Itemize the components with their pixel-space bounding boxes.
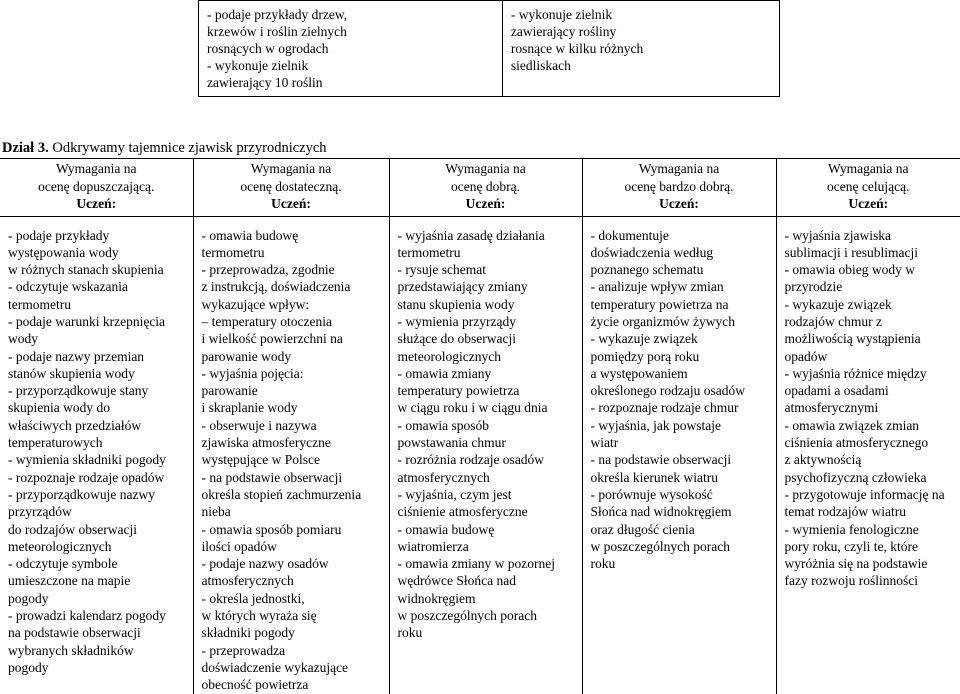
column-header <box>193 159 389 217</box>
header-line: Wymagania na <box>390 160 582 178</box>
requirement-line: - wymienia składniki pogody <box>8 451 193 468</box>
requirement-line: - wyjaśnia, czym jest <box>398 486 582 503</box>
requirement-line: - wyjaśnia różnice między <box>785 365 960 382</box>
requirement-line: w poszczególnych porach <box>591 538 776 555</box>
header-line: Uczeń: <box>583 195 776 213</box>
requirement-line: - omawia zmiany w pozornej <box>398 555 582 572</box>
requirement-line: parowanie <box>202 382 389 399</box>
requirement-line: - omawia obieg wody w <box>785 261 960 278</box>
requirement-line: fazy rozwoju roślinności <box>785 572 960 589</box>
requirement-line: - rozpoznaje rodzaje opadów <box>8 469 193 486</box>
requirement-line: - omawia budowę <box>398 521 582 538</box>
requirement-line: wędrówce Słońca nad <box>398 572 582 589</box>
requirement-line: - wyjaśnia zasadę działania <box>398 227 582 244</box>
requirement-line: temperatury powietrza na <box>591 296 776 313</box>
requirement-line: - wykonuje zielnik <box>207 57 494 74</box>
requirement-line: - wykazuje związek <box>591 330 776 347</box>
requirement-line: wiatromierza <box>398 538 582 555</box>
requirement-line: - przeprowadza, zgodnie <box>202 261 389 278</box>
requirement-line: - na podstawie obserwacji <box>591 451 776 468</box>
column-header <box>389 159 582 217</box>
section-number: Dział 3. <box>2 140 49 156</box>
table-row <box>0 216 960 694</box>
requirement-line: rodzajów chmur z <box>785 313 960 330</box>
header-line: Uczeń: <box>194 195 389 213</box>
requirement-line: – temperatury otoczenia <box>202 313 389 330</box>
requirement-line: - omawia budowę <box>202 227 389 244</box>
header-line: ocenę dostateczną. <box>194 178 389 196</box>
requirements-cell <box>193 216 389 694</box>
requirement-line: termometru <box>398 244 582 261</box>
requirements-cell <box>502 1 779 97</box>
requirement-line: określa stopień zachmurzenia <box>202 486 389 503</box>
section-heading <box>2 140 327 157</box>
requirement-line: skupienia wody do <box>8 399 193 416</box>
requirement-line: do rodzajów obserwacji <box>8 521 193 538</box>
requirement-line: temperatury powietrza <box>398 382 582 399</box>
requirement-line: na podstawie obserwacji <box>8 624 193 641</box>
requirement-line: stanu skupienia wody <box>398 296 582 313</box>
requirement-line: stanów skupienia wody <box>8 365 193 382</box>
requirement-line: zjawiska atmosferyczne <box>202 434 389 451</box>
requirement-line: wykazujące wpływ: <box>202 296 389 313</box>
requirement-line: opadami a osadami <box>785 382 960 399</box>
requirement-line: - podaje nazwy przemian <box>8 348 193 365</box>
header-line: ocenę celującą. <box>777 178 960 196</box>
requirement-line: określonego rodzaju osadów <box>591 382 776 399</box>
header-line: ocenę dobrą. <box>390 178 582 196</box>
requirement-line: - rozpoznaje rodzaje chmur <box>591 399 776 416</box>
requirement-line: - podaje warunki krzepnięcia <box>8 313 193 330</box>
requirement-line: temperaturowych <box>8 434 193 451</box>
requirement-line: oraz długość cienia <box>591 521 776 538</box>
requirement-line: zawierający rośliny <box>511 23 771 40</box>
requirement-line: - na podstawie obserwacji <box>202 469 389 486</box>
requirement-line: - omawia zmiany <box>398 365 582 382</box>
requirement-line: sublimacji i resublimacji <box>785 244 960 261</box>
requirement-line: - odczytuje wskazania <box>8 278 193 295</box>
requirement-line: - przyporządkowuje nazwy <box>8 486 193 503</box>
requirements-cell <box>199 1 503 97</box>
requirement-line: wody <box>8 330 193 347</box>
requirement-line: - wykonuje zielnik <box>511 6 771 23</box>
header-line: Uczeń: <box>777 195 960 213</box>
table-row <box>199 1 780 97</box>
requirement-line: - przeprowadza <box>202 642 389 659</box>
requirement-line: pogody <box>8 659 193 676</box>
requirement-line: rosnących w ogrodach <box>207 40 494 57</box>
requirement-line: rosnące w kilku różnych <box>511 40 771 57</box>
header-row <box>0 159 960 217</box>
column-header <box>0 159 193 217</box>
requirement-line: meteorologicznych <box>8 538 193 555</box>
requirement-line: w poszczególnych porach <box>398 607 582 624</box>
requirement-line: roku <box>398 624 582 641</box>
requirement-line: pory roku, czyli te, które <box>785 538 960 555</box>
requirement-line: - określa jednostki, <box>202 590 389 607</box>
requirement-line: - wyjaśnia pojęcia: <box>202 365 389 382</box>
requirement-line: możliwością wystąpienia <box>785 330 960 347</box>
requirements-cell <box>389 216 582 694</box>
requirements-table <box>0 158 960 694</box>
header-line: Wymagania na <box>583 160 776 178</box>
requirement-line: ciśnienie atmosferyczne <box>398 503 582 520</box>
requirement-line: doświadczenia według <box>591 244 776 261</box>
requirement-line: parowanie wody <box>202 348 389 365</box>
requirement-line: i wielkość powierzchni na <box>202 330 389 347</box>
requirement-line: ciśnienia atmosferycznego <box>785 434 960 451</box>
requirement-line: doświadczenie wykazujące <box>202 659 389 676</box>
requirement-line: atmosferycznymi <box>785 399 960 416</box>
requirement-line: termometru <box>202 244 389 261</box>
requirement-line: - wyjaśnia, jak powstaje <box>591 417 776 434</box>
requirement-line: termometru <box>8 296 193 313</box>
requirement-line: - omawia sposób pomiaru <box>202 521 389 538</box>
requirement-line: - wykazuje związek <box>785 296 960 313</box>
requirement-line: przyrządów <box>8 503 193 520</box>
requirement-line: - podaje przykłady drzew, <box>207 6 494 23</box>
requirement-line: i skraplanie wody <box>202 399 389 416</box>
requirement-line: - podaje nazwy osadów <box>202 555 389 572</box>
requirement-line: - obserwuje i nazywa <box>202 417 389 434</box>
header-line: ocenę bardzo dobrą. <box>583 178 776 196</box>
requirement-line: - wyjaśnia zjawiska <box>785 227 960 244</box>
requirement-line: wybranych składników <box>8 642 193 659</box>
requirement-line: widnokręgiem <box>398 590 582 607</box>
requirement-line: składniki pogody <box>202 624 389 641</box>
requirement-line: przyrodzie <box>785 278 960 295</box>
requirement-line: - przyporządkowuje stany <box>8 382 193 399</box>
header-line: ocenę dopuszczającą. <box>0 178 193 196</box>
column-header <box>776 159 960 217</box>
requirement-line: opadów <box>785 348 960 365</box>
requirement-line: pogody <box>8 590 193 607</box>
requirement-line: w ciągu roku i w ciągu dnia <box>398 399 582 416</box>
requirement-line: w różnych stanach skupienia <box>8 261 193 278</box>
header-line: Wymagania na <box>0 160 193 178</box>
header-line: Wymagania na <box>777 160 960 178</box>
requirement-line: określa kierunek wiatru <box>591 469 776 486</box>
section-title: Odkrywamy tajemnice zjawisk przyrodniczych <box>49 140 327 156</box>
requirement-line: - przygotowuje informację na <box>785 486 960 503</box>
requirement-line: atmosferycznych <box>202 572 389 589</box>
requirement-line: wiatr <box>591 434 776 451</box>
header-line: Uczeń: <box>0 195 193 213</box>
requirement-line: umieszczone na mapie <box>8 572 193 589</box>
requirement-line: z aktywnością <box>785 451 960 468</box>
requirement-line: krzewów i roślin zielnych <box>207 23 494 40</box>
requirement-line: meteorologicznych <box>398 348 582 365</box>
requirement-line: pomiędzy porą roku <box>591 348 776 365</box>
requirement-line: - analizuje wpływ zmian <box>591 278 776 295</box>
requirement-line: ilości opadów <box>202 538 389 555</box>
requirements-cell <box>776 216 960 694</box>
requirement-line: - odczytuje symbole <box>8 555 193 572</box>
requirement-line: z instrukcją, doświadczenia <box>202 278 389 295</box>
requirement-line: - wymienia przyrządy <box>398 313 582 330</box>
requirement-line: roku <box>591 555 776 572</box>
requirement-line: atmosferycznych <box>398 469 582 486</box>
requirement-line: temat rodzajów wiatru <box>785 503 960 520</box>
requirement-line: występowania wody <box>8 244 193 261</box>
requirement-line: - dokumentuje <box>591 227 776 244</box>
requirement-line: - omawia sposób <box>398 417 582 434</box>
requirement-line: przedstawiający zmiany <box>398 278 582 295</box>
requirement-line: poznanego schematu <box>591 261 776 278</box>
requirement-line: właściwych przedziałów <box>8 417 193 434</box>
requirement-line: w których wyraża się <box>202 607 389 624</box>
requirement-line: - rysuje schemat <box>398 261 582 278</box>
requirement-line: siedliskach <box>511 57 771 74</box>
column-header <box>582 159 776 217</box>
requirement-line: służące do obserwacji <box>398 330 582 347</box>
requirement-line: - wymienia fenologiczne <box>785 521 960 538</box>
requirement-line: psychofizyczną człowieka <box>785 469 960 486</box>
requirement-line: wyróżnia się na podstawie <box>785 555 960 572</box>
requirement-line: zawierający 10 roślin <box>207 74 494 91</box>
requirement-line: - porównuje wysokość <box>591 486 776 503</box>
requirement-line: nieba <box>202 503 389 520</box>
requirement-line: życie organizmów żywych <box>591 313 776 330</box>
header-line: Wymagania na <box>194 160 389 178</box>
requirement-line: - podaje przykłady <box>8 227 193 244</box>
requirement-line: powstawania chmur <box>398 434 582 451</box>
requirement-line: Słońca nad widnokręgiem <box>591 503 776 520</box>
requirement-line: obecność powietrza <box>202 676 389 693</box>
requirements-cell <box>0 216 193 694</box>
requirement-line: - prowadzi kalendarz pogody <box>8 607 193 624</box>
header-line: Uczeń: <box>390 195 582 213</box>
requirement-line: a występowaniem <box>591 365 776 382</box>
requirement-line: - omawia związek zmian <box>785 417 960 434</box>
previous-section-table <box>198 0 780 97</box>
requirements-cell <box>582 216 776 694</box>
requirement-line: występujące w Polsce <box>202 451 389 468</box>
requirement-line: - rozróżnia rodzaje osadów <box>398 451 582 468</box>
